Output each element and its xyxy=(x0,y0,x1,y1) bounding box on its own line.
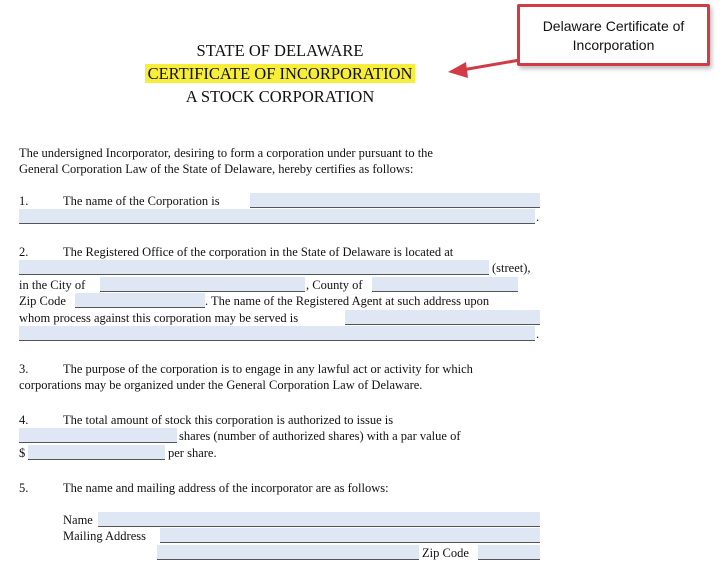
intro-line-1: The undersigned Incorporator, desiring to form a corporation under pursuant to the xyxy=(19,146,433,160)
section-4-number: 4. xyxy=(19,413,29,427)
section-5-text: The name and mailing address of the incorporator are as follows: xyxy=(63,481,389,495)
mailing-address-field[interactable] xyxy=(160,528,540,543)
zip-label: Zip Code xyxy=(19,294,66,308)
process-text: whom process against this corporation may be served is xyxy=(19,311,299,325)
incorporator-name-field[interactable] xyxy=(98,512,540,527)
section-1-period: . xyxy=(536,210,540,224)
section-2-number: 2. xyxy=(19,245,29,259)
section-4-text: The total amount of stock this corporation is authorized to issue is xyxy=(63,413,394,427)
intro-line-2: General Corporation Law of the State of Delaware, hereby certifies as follows: xyxy=(19,162,414,176)
section-5-number: 5. xyxy=(19,481,29,495)
mailing-address-label: Mailing Address xyxy=(63,529,146,543)
callout-line-1: Delaware Certificate of xyxy=(542,18,685,34)
section-2-text: The Registered Office of the corporation in the State of Delaware is located at xyxy=(63,245,454,259)
incorporator-name-label: Name xyxy=(63,513,93,527)
corporation-name-field[interactable] xyxy=(250,193,540,208)
shares-text: shares (number of authorized shares) with a par value of xyxy=(179,429,461,443)
section-1-number: 1. xyxy=(19,194,29,208)
incorporator-zip-label: Zip Code xyxy=(422,546,469,560)
mailing-address-field-cont[interactable] xyxy=(157,545,419,560)
registered-agent-field-cont[interactable] xyxy=(19,326,535,341)
corporation-type-heading: A STOCK CORPORATION xyxy=(185,87,375,106)
section-2-period: . xyxy=(536,327,540,341)
authorized-shares-field[interactable] xyxy=(19,428,177,443)
corporation-name-field-cont[interactable] xyxy=(19,209,535,224)
street-field[interactable] xyxy=(19,260,489,275)
city-label: in the City of xyxy=(19,278,86,292)
incorporator-zip-field[interactable] xyxy=(478,545,540,560)
state-heading: STATE OF DELAWARE xyxy=(196,41,364,60)
dollar-sign: $ xyxy=(19,446,26,460)
zip-field[interactable] xyxy=(75,293,205,308)
county-label: , County of xyxy=(306,278,363,292)
section-3-text-2: corporations may be organized under the General Corporation Law of Delaware. xyxy=(19,378,423,392)
registered-agent-field[interactable] xyxy=(345,310,540,325)
street-label: (street), xyxy=(492,261,531,275)
county-field[interactable] xyxy=(372,277,518,292)
par-value-field[interactable] xyxy=(28,445,165,460)
agent-text: . The name of the Registered Agent at such address upon xyxy=(205,294,490,308)
section-1-text: The name of the Corporation is xyxy=(63,194,220,208)
section-3-number: 3. xyxy=(19,362,29,376)
per-share-text: per share. xyxy=(168,446,217,460)
section-3-text: The purpose of the corporation is to engage in any lawful act or activity for which xyxy=(63,362,473,376)
callout-box xyxy=(517,4,710,66)
certificate-heading-highlight: CERTIFICATE OF INCORPORATION xyxy=(145,64,416,83)
callout-line-2: Incorporation xyxy=(572,37,655,53)
city-field[interactable] xyxy=(100,277,305,292)
